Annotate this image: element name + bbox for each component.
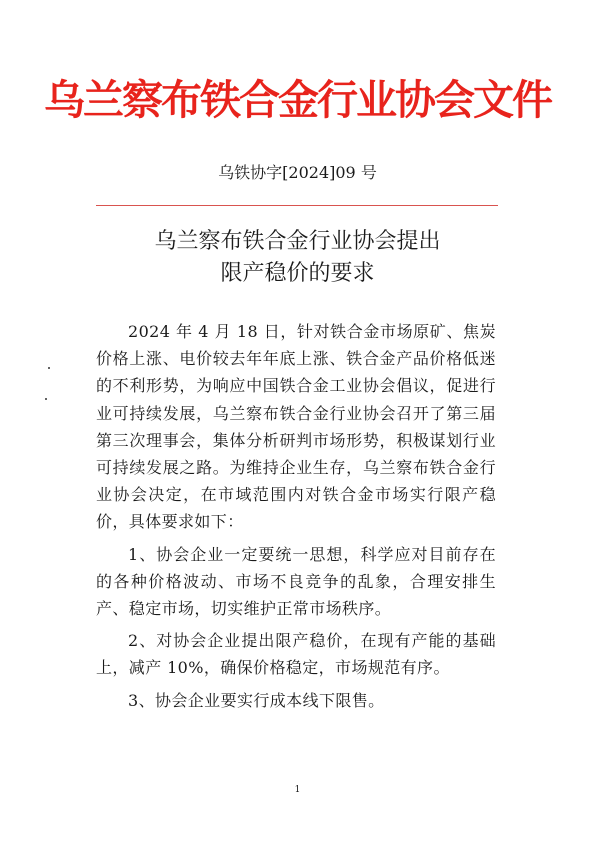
document-title-line-1: 乌兰察布铁合金行业协会提出 [154, 229, 441, 254]
page-number: 1 [294, 785, 301, 795]
body-paragraph-intro: 2024 年 4 月 18 日，针对铁合金市场原矿、焦炭价格上涨、电价较去年年底上涨、铁合金产品价格低迷的不利形势，为响应中国铁合金工业协会倡议，促进行业可持续发展，乌兰察布铁合金行业协会召开了第三届第三次理事会，集体分析研判市场形势，积极谋划行业可持续发展之路。为维持企业生存，乌兰察布铁合金行业协会决定，在市域范围内对铁合金市场实行限产稳价，具体要求如下： [96, 322, 496, 532]
red-divider-line [96, 205, 498, 206]
document-body [96, 318, 496, 719]
scan-speck [45, 398, 47, 400]
document-title [0, 226, 595, 290]
body-paragraph-item-2: 2、对协会企业提出限产稳价，在现有产能的基础上，减产 10%，确保价格稳定，市场规范有序。 [96, 631, 496, 678]
body-paragraph-item-1: 1、协会企业一定要统一思想，科学应对目前存在的各种价格波动、市场不良竞争的乱象，合理安排生产、稳定市场，切实维护正常市场秩序。 [96, 544, 496, 619]
org-header-title: 乌兰察布铁合金行业协会文件 [44, 76, 551, 124]
scan-speck [48, 367, 50, 369]
body-paragraph-item-3: 3、协会企业要实行成本线下限售。 [128, 690, 385, 710]
document-number: 乌铁协字[2024]09 号 [218, 163, 377, 182]
document-title-line-2: 限产稳价的要求 [220, 261, 375, 286]
